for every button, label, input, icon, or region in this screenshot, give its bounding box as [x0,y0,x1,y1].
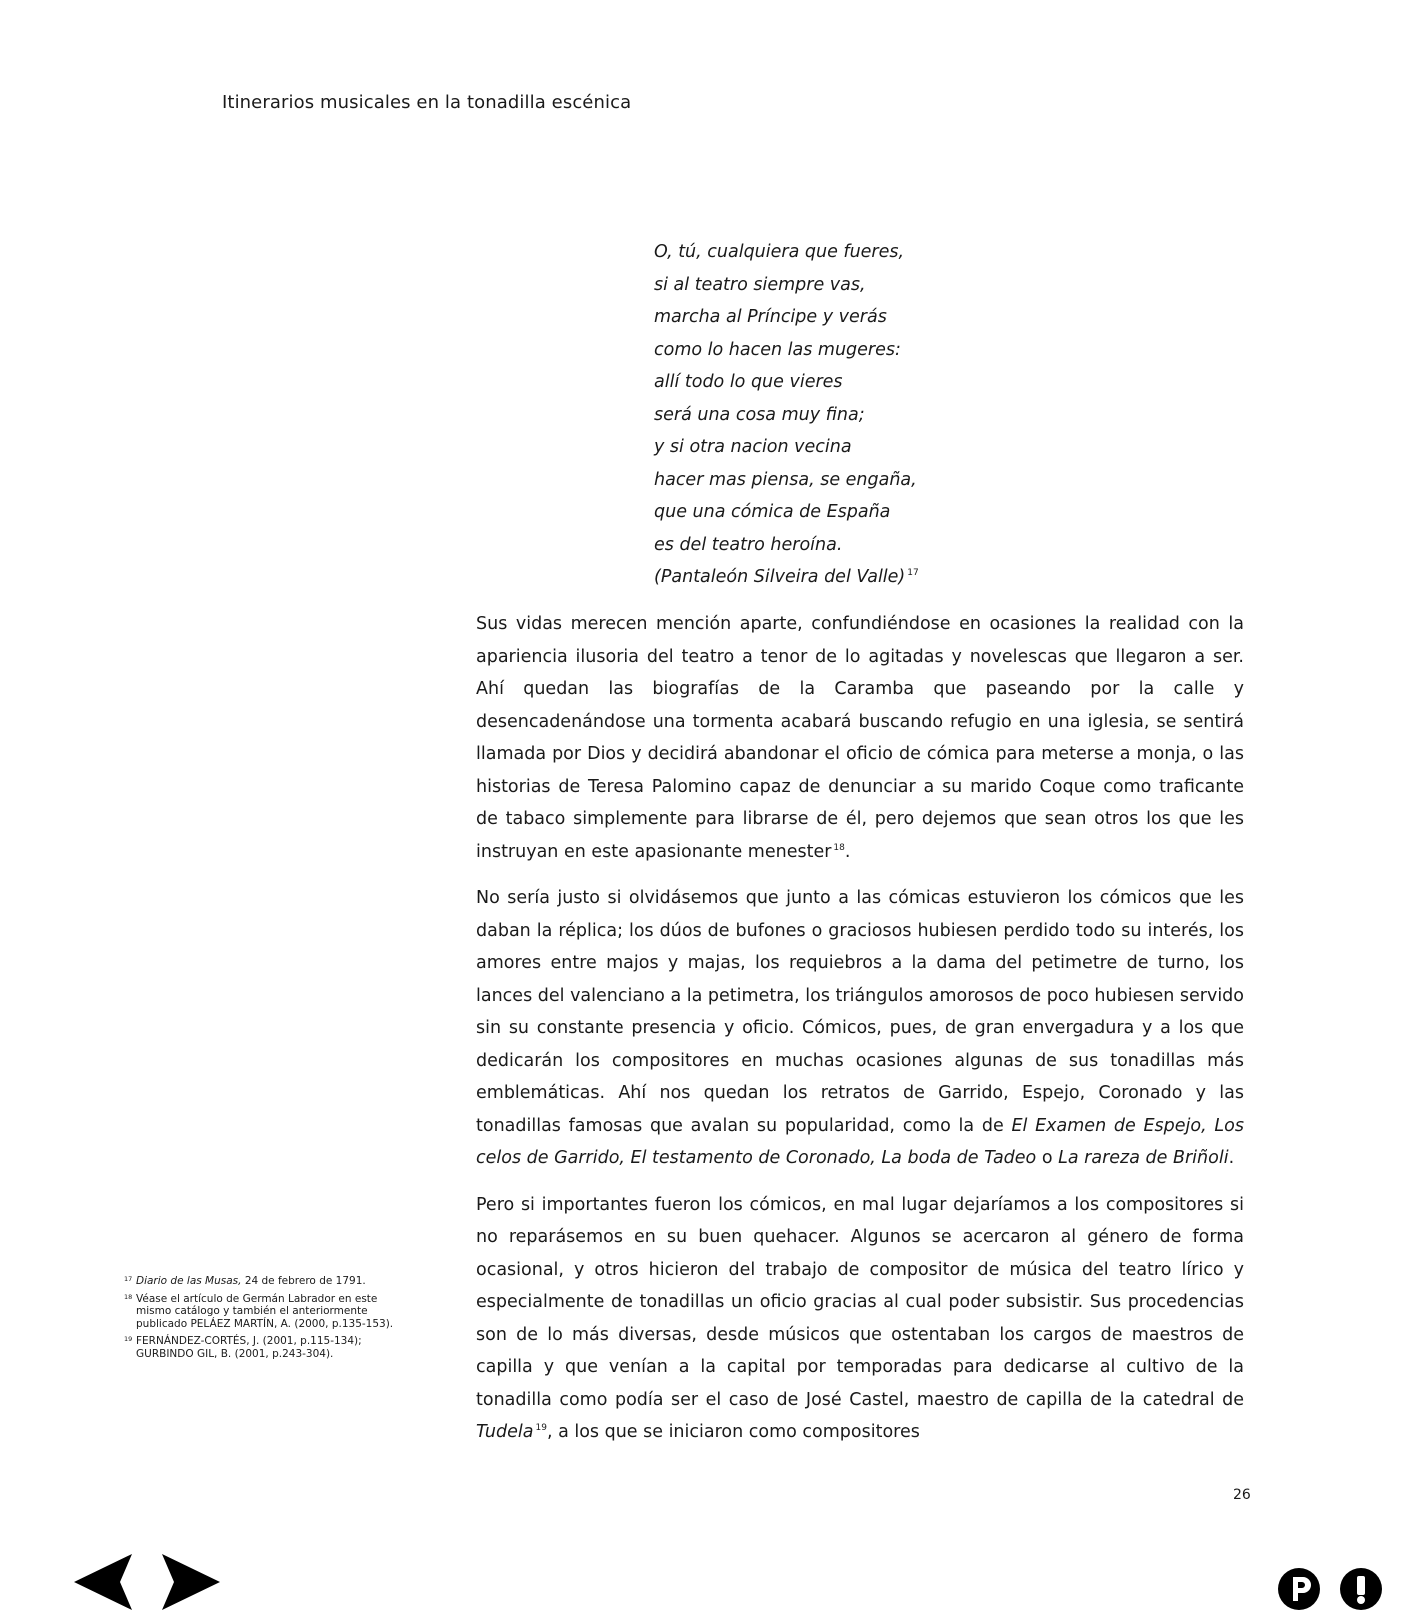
poem-line: hacer mas piensa, se engaña, [654,469,917,490]
poem-line: si al teatro siempre vas, [654,274,866,295]
body-text [476,608,1244,1463]
page-number: 26 [1233,1487,1251,1503]
footnote-ref-17[interactable]: 17 [907,568,919,579]
poem-line: como lo hacen las mugeres: [654,339,901,360]
poem-line: será una cosa muy fina; [654,404,865,425]
footnote-ref-19[interactable]: 19 [535,1423,547,1434]
poem-line: y si otra nacion vecina [654,437,852,457]
footnote-ref-18[interactable]: 18 [833,842,845,853]
footnote-number: 17 [124,1275,133,1283]
next-page-button[interactable] [156,1553,222,1615]
paragraph-2: No sería justo si olvidásemos que junto a las cómicas estuvieron los cómicos que les daban la réplica; los dúos de bufones o graciosos hubiesen perdido todo su interés, los amores entre majos y majas, los requiebros a la dama del petimetre de turno, los lances del valenciano a la petimetra, los triángulos amorosos de poco hubiesen servido sin su constante presencia y oficio. Cómicos, pues, de gran envergadura y a los que dedicarán los compositores en muchas ocasiones algunas de sus tonadillas más emblemáticas. Ahí nos quedan los retratos de Garrido, Espejo, Coronado y las tonadillas famosas que avalan su popularidad, como la de El Examen de Espejo, Los celos de Garrido, El testamento de Coronado, La boda de Tadeo o La rareza de Briñoli. [476,888,1244,1168]
logo-p-icon [1277,1567,1321,1615]
footnote-18: 18 Véase el artículo de Germán Labrador en este mismo catálogo y también el anteriormente publicado PELÁEZ MARTÍN, A. (2000, p.135-153). [124,1292,394,1330]
tonadilla-titles: El Examen de Espejo, Los celos de Garrido, El testamento de Coronado, La boda de Tadeo [476,1115,1244,1168]
paragraph-text: Pero si importantes fueron los cómicos, en mal lugar dejaríamos a los compositores si no reparásemos en su buen quehacer. Algunos se acercaron al género de forma ocasional, y otros hicieron del trabajo de compositor de música del teatro lírico y especialmente de tonadillas un oficio gracias al cual poder subsistir. Sus procedencias son de lo más diversas, desde músicos que ostentaban los cargos de maestros de capilla y que venían a la capital por temporadas para dedicarse al cultivo de la tonadilla como podía ser el caso de José Castel, maestro de capilla de la catedral de [476,1194,1244,1410]
arrow-left-icon [72,1553,138,1611]
footnote-number: 19 [124,1335,133,1343]
previous-page-button[interactable] [72,1553,138,1615]
footnote-number: 18 [124,1292,133,1301]
footnotes [124,1275,414,1365]
logo-i-icon [1339,1567,1383,1615]
footnote-17: 17 Diario de las Musas, 24 de febrero de 1791. [124,1275,366,1287]
tonadilla-title: La rareza de Briñoli [1058,1148,1229,1168]
poem-line: que una cómica de España [654,502,891,522]
poem-line: es del teatro heroína. [654,534,843,555]
arrow-right-icon [156,1553,222,1611]
paragraph-3: Pero si importantes fueron los cómicos, en mal lugar dejaríamos a los compositores si no reparásemos en su buen quehacer. Algunos se acercaron al género de forma ocasional, y otros hicieron del trabajo de compositor de música del teatro lírico y especialmente de tonadillas un oficio gracias al cual poder subsistir. Sus procedencias son de lo más diversas, desde músicos que ostentaban los cargos de maestros de capilla y que venían a la capital por temporadas para dedicarse al cultivo de la tonadilla como podía ser el caso de José Castel, maestro de capilla de la catedral de Tudela $^{19}$, a los que se iniciaron como compositores [476,1194,1244,1442]
poem-attribution [654,561,919,594]
poem-line: marcha al Príncipe y verás [654,307,887,327]
paragraph-text: Sus vidas merecen mención aparte, confundiéndose en ocasiones la realidad con la apariencia ilusoria del teatro a tenor de lo agitadas y novelescas que llegaron a ser. Ahí quedan las biografías de la Caramba que paseando por la calle y desencadenándose una tormenta acabará buscando refugio en una iglesia, se sentirá llamada por Dios y decidirá abandonar el oficio de cómica para meterse a monja, o las historias de Teresa Palomino capaz de denunciar a su marido Coque como traficante de tabaco simplemente para librarse de él, pero dejemos que sean otros los que les instruyan en este apasionante menester [476,614,1244,862]
paragraph-text: No sería justo si olvidásemos que junto a las cómicas estuvieron los cómicos que les daban la réplica; los dúos de bufones o graciosos hubiesen perdido todo su interés, los amores entre majos y majas, los requiebros a la dama del petimetre de turno, los lances del valenciano a la petimetra, los triángulos amorosos de poco hubiesen servido sin su constante presencia y oficio. Cómicos, pues, de gran envergadura y a los que dedicarán los compositores en muchas ocasiones algunas de sus tonadillas más emblemáticas. Ahí nos quedan los retratos de Garrido, Espejo, Coronado y las tonadillas famosas que avalan su popularidad, como la de [476,888,1244,1136]
place-name: Tudela [476,1422,534,1442]
attribution-text: (Pantaleón Silveira del Valle) [654,567,906,587]
running-title: Itinerarios musicales en la tonadilla escénica [222,92,632,113]
poem-epigraph [654,236,919,594]
paragraph-1: Sus vidas merecen mención aparte, confundiéndose en ocasiones la realidad con la apariencia ilusoria del teatro a tenor de lo agitadas y novelescas que llegaron a ser. Ahí quedan las biografías de la Caramba que paseando por la calle y desencadenándose una tormenta acabará buscando refugio en una iglesia, se sentirá llamada por Dios y decidirá abandonar el oficio de cómica para meterse a monja, o las historias de Teresa Palomino capaz de denunciar a su marido Coque como traficante de tabaco simplemente para librarse de él, pero dejemos que sean otros los que les instruyan en este apasionante menester $^{18}$. [476,614,1244,862]
poem-line: allí todo lo que vieres [654,372,843,392]
footnote-19: 19 FERNÁNDEZ-CORTÉS, J. (2001, p.115-134); GURBINDO GIL, B. (2001, p.243-304). [124,1335,362,1360]
poem-line: O, tú, cualquiera que fueres, [654,242,905,262]
